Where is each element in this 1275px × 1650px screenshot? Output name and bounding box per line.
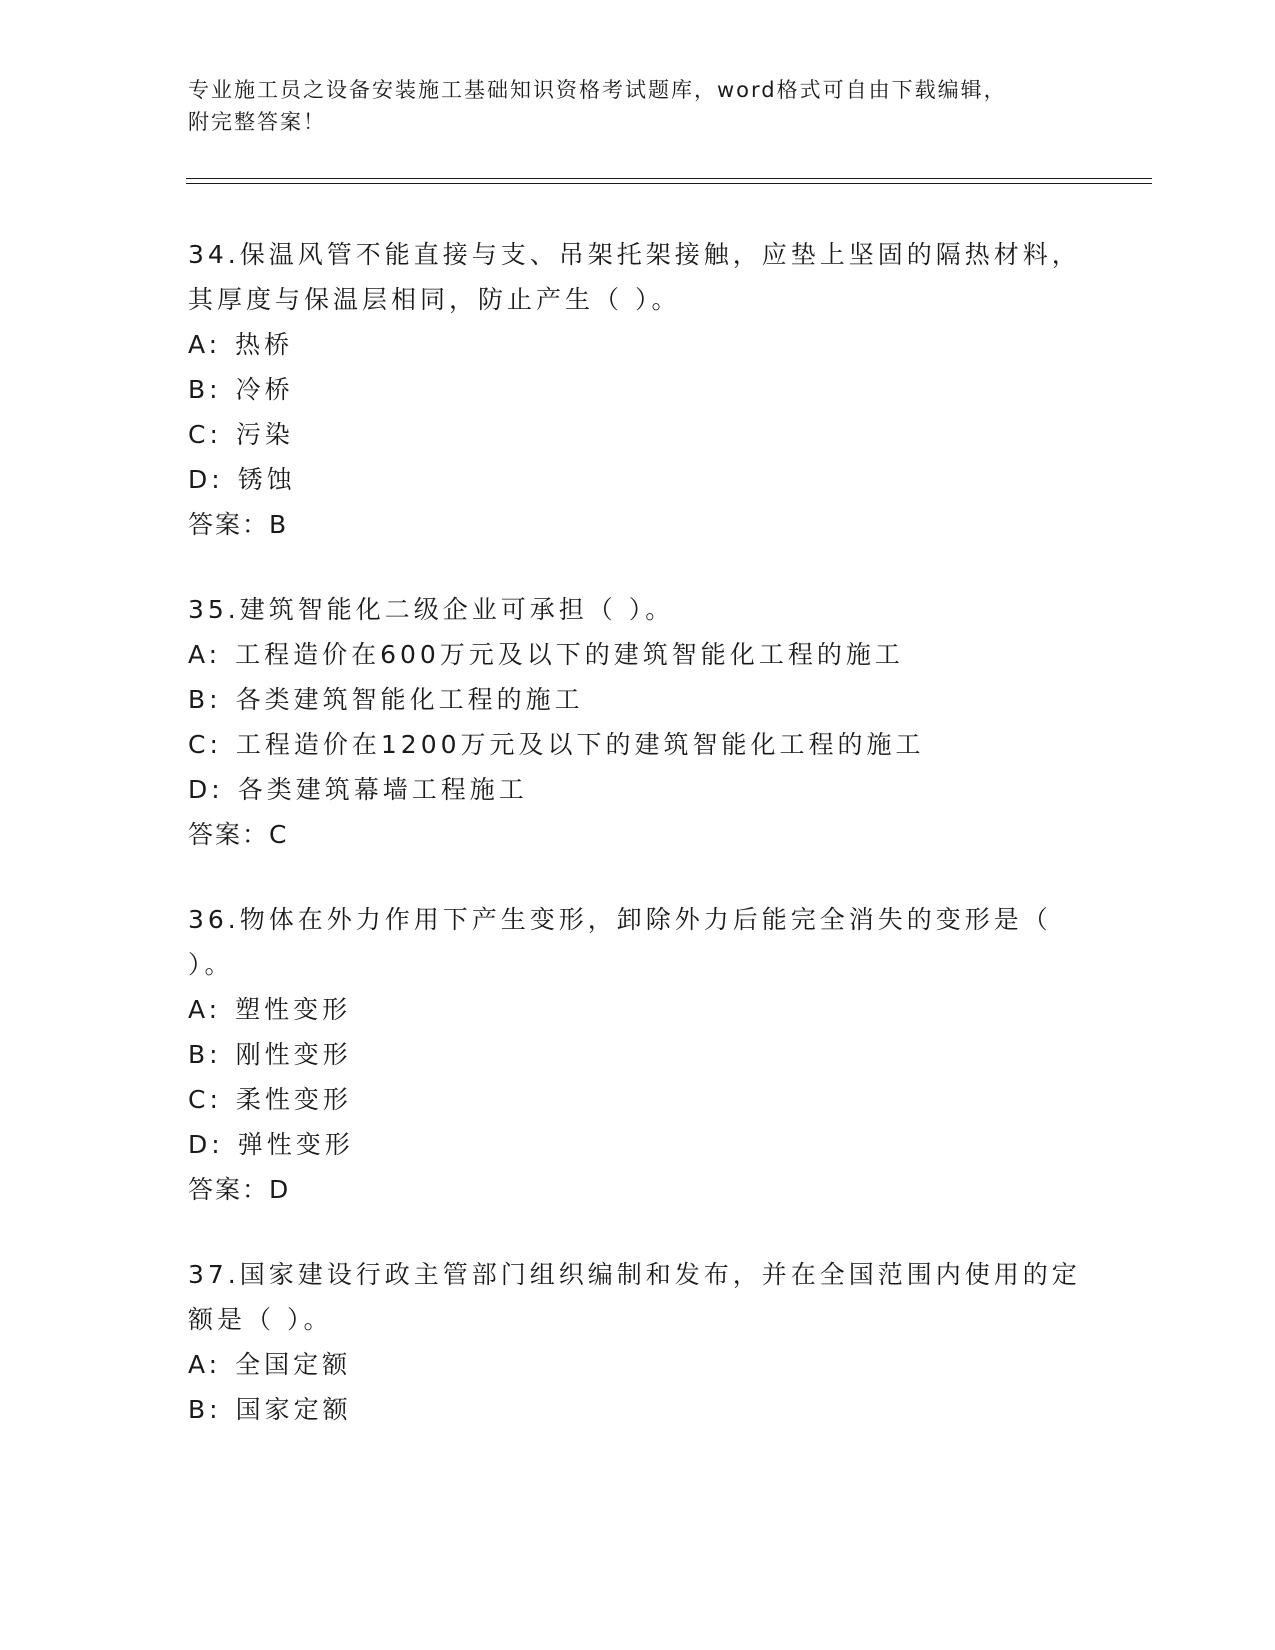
answer-label: 答案：D	[188, 1175, 291, 1204]
option-d	[188, 767, 1088, 812]
option-key: A:	[188, 330, 222, 359]
header-line-1: 专业施工员之设备安装施工基础知识资格考试题库，word格式可自由下载编辑，	[188, 78, 1007, 102]
option-text: 锈蚀	[237, 465, 296, 494]
question-36	[188, 897, 1088, 1212]
option-c	[188, 412, 1088, 457]
option-text: 冷桥	[235, 375, 294, 404]
option-a	[188, 987, 1088, 1032]
option-text: 全国定额	[235, 1350, 352, 1379]
stem-line: 额是（ ）。	[188, 1305, 333, 1334]
option-text: 刚性变形	[235, 1040, 352, 1069]
question-list	[188, 232, 1088, 1472]
stem-line: ）。	[188, 950, 234, 979]
option-key: B:	[188, 1040, 222, 1069]
header-divider-bottom	[186, 183, 1152, 184]
option-key: C:	[188, 1085, 222, 1114]
option-key: C:	[188, 730, 222, 759]
option-text: 塑性变形	[235, 995, 352, 1024]
option-a	[188, 632, 1088, 677]
option-text: 柔性变形	[235, 1085, 352, 1114]
stem-line: 35.建筑智能化二级企业可承担（ ）。	[188, 595, 675, 624]
option-text: 工程造价在600万元及以下的建筑智能化工程的施工	[235, 640, 904, 669]
question-stem	[188, 587, 1088, 632]
question-stem	[188, 1252, 1088, 1342]
option-text: 国家定额	[235, 1395, 352, 1424]
option-key: B:	[188, 1395, 222, 1424]
option-c	[188, 1077, 1088, 1122]
answer-label: 答案：C	[188, 820, 289, 849]
option-b	[188, 677, 1088, 722]
option-key: D:	[188, 775, 224, 804]
header-line-2: 附完整答案！	[188, 110, 326, 134]
stem-line: 34.保温风管不能直接与支、吊架托架接触，应垫上坚固的隔热材料，	[188, 240, 1081, 269]
question-35	[188, 587, 1088, 857]
header-divider-top	[186, 178, 1152, 179]
stem-line: 其厚度与保温层相同，防止产生（ ）。	[188, 285, 681, 314]
option-key: B:	[188, 375, 222, 404]
option-b	[188, 1387, 1088, 1432]
option-d	[188, 457, 1088, 502]
option-key: C:	[188, 420, 222, 449]
option-key: D:	[188, 465, 224, 494]
option-a	[188, 1342, 1088, 1387]
option-key: B:	[188, 685, 222, 714]
option-c	[188, 722, 1088, 767]
option-text: 各类建筑智能化工程的施工	[235, 685, 584, 714]
stem-line: 37.国家建设行政主管部门组织编制和发布，并在全国范围内使用的定	[188, 1260, 1081, 1289]
option-key: A:	[188, 995, 222, 1024]
option-text: 污染	[235, 420, 294, 449]
option-b	[188, 367, 1088, 412]
answer-label: 答案：B	[188, 510, 289, 539]
option-key: A:	[188, 640, 222, 669]
option-key: D:	[188, 1130, 224, 1159]
option-text: 弹性变形	[237, 1130, 354, 1159]
option-key: A:	[188, 1350, 222, 1379]
option-text: 各类建筑幕墙工程施工	[237, 775, 528, 804]
question-37	[188, 1252, 1088, 1432]
option-a	[188, 322, 1088, 367]
option-text: 热桥	[235, 330, 294, 359]
question-stem	[188, 232, 1088, 322]
document-header	[188, 74, 1088, 138]
option-d	[188, 1122, 1088, 1167]
option-b	[188, 1032, 1088, 1077]
stem-line: 36.物体在外力作用下产生变形，卸除外力后能完全消失的变形是（	[188, 905, 1052, 934]
option-text: 工程造价在1200万元及以下的建筑智能化工程的施工	[235, 730, 925, 759]
question-34	[188, 232, 1088, 547]
question-stem	[188, 897, 1088, 987]
